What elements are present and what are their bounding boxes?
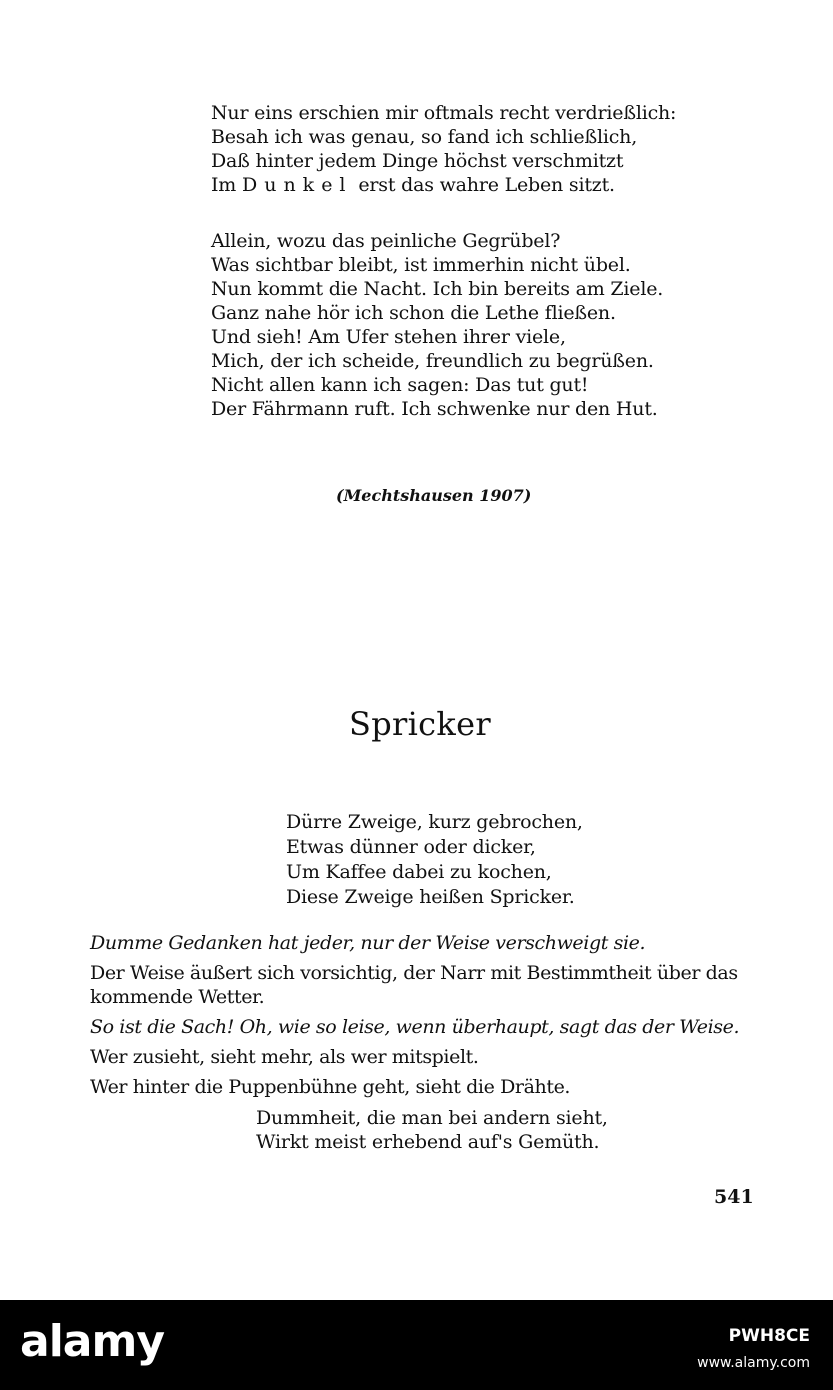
verse-line: Wirkt meist erhebend auf's Gemüth. — [256, 1131, 600, 1153]
verse-line-suffix: erst das wahre Leben sitzt. — [352, 174, 615, 196]
closing-verse — [256, 1106, 608, 1154]
stanza-2 — [211, 229, 663, 421]
verse-line: Mich, der ich scheide, freundlich zu begrüßen. — [211, 350, 654, 372]
verse-line: Besah ich was genau, so fand ich schließlich, — [211, 126, 638, 148]
verse-line — [211, 173, 676, 197]
verse-line: Diese Zweige heißen Spricker. — [286, 886, 575, 908]
verse-line: Dummheit, die man bei andern sieht, — [256, 1107, 608, 1129]
source-note: (Mechtshausen 1907) — [336, 486, 532, 505]
verse-line: Nur eins erschien mir oftmals recht verdrießlich: — [211, 102, 677, 124]
aphorism: Wer hinter die Puppenbühne geht, sieht die Drähte. — [90, 1076, 571, 1098]
aphorism: Dumme Gedanken hat jeder, nur der Weise verschweigt sie. — [90, 932, 646, 954]
verse-line: Was sichtbar bleibt, ist immerhin nicht übel. — [211, 254, 631, 276]
alamy-logo: alamy — [20, 1316, 164, 1367]
verse-line: Etwas dünner oder dicker, — [286, 836, 536, 858]
verse-line: Um Kaffee dabei zu kochen, — [286, 861, 552, 883]
aphorism: Wer zusieht, sieht mehr, als wer mitspielt. — [90, 1046, 479, 1068]
aphorism: So ist die Sach! Oh, wie so leise, wenn überhaupt, sagt das der Weise. — [90, 1016, 740, 1038]
stanza-1 — [211, 101, 676, 197]
spricker-poem — [286, 810, 583, 910]
image-id: PWH8CE — [728, 1326, 810, 1346]
verse-line: Dürre Zweige, kurz gebrochen, — [286, 811, 583, 833]
watermark-footer — [0, 1300, 833, 1390]
verse-line: Nicht allen kann ich sagen: Das tut gut! — [211, 374, 589, 396]
verse-line: Allein, wozu das peinliche Gegrübel? — [211, 230, 561, 252]
footer-url: www.alamy.com — [697, 1355, 810, 1371]
verse-line: Und sieh! Am Ufer stehen ihrer viele, — [211, 326, 566, 348]
verse-line: Der Fährmann ruft. Ich schwenke nur den Hut. — [211, 398, 658, 420]
verse-line: Ganz nahe hör ich schon die Lethe fließen. — [211, 302, 616, 324]
page-number: 541 — [714, 1186, 754, 1208]
verse-line: Daß hinter jedem Dinge höchst verschmitzt — [211, 150, 624, 172]
verse-line-prefix: Im — [211, 174, 242, 196]
aphorisms — [90, 931, 754, 1105]
verse-line: Nun kommt die Nacht. Ich bin bereits am Ziele. — [211, 278, 664, 300]
section-title: Spricker — [349, 705, 491, 743]
aphorism: Der Weise äußert sich vorsichtig, der Narr mit Bestimmtheit über das kommende Wetter. — [90, 962, 738, 1008]
spaced-word: Dunkel — [241, 174, 353, 196]
